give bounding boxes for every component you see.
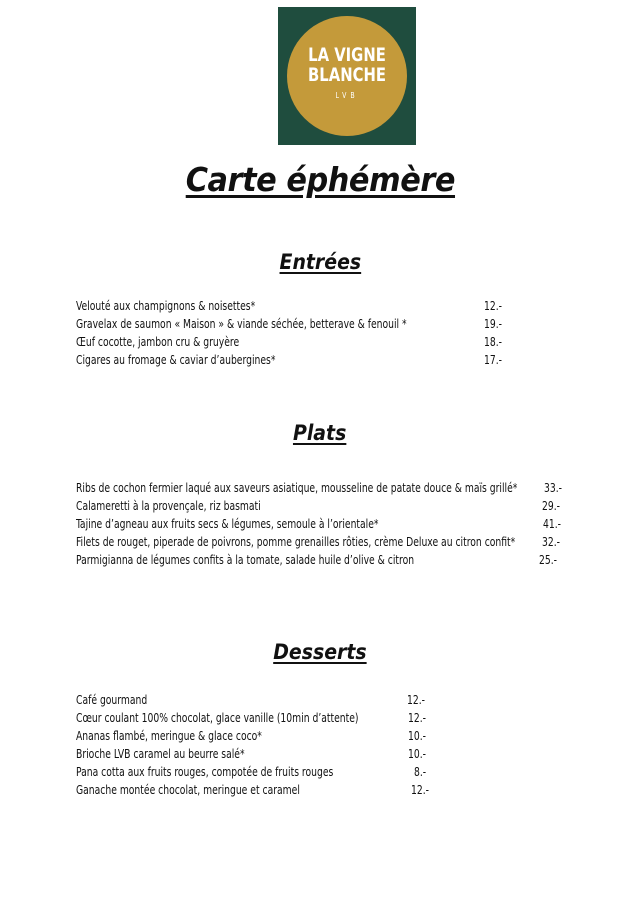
item-name: Pana cotta aux fruits rouges, compotée de fruits rouges — [76, 764, 334, 779]
item-name: Brioche LVB caramel au beurre salé* — [76, 746, 245, 761]
restaurant-logo — [278, 7, 416, 145]
item-price: 33.- — [544, 480, 562, 495]
item-name: Tajine d’agneau aux fruits secs & légumes, semoule à l’orientale* — [76, 516, 379, 531]
item-price: 12.- — [407, 692, 425, 707]
section-title-desserts — [0, 640, 640, 664]
logo-line-3: LVB — [335, 91, 359, 100]
item-name: Cigares au fromage & caviar d’aubergines* — [76, 352, 276, 367]
logo-line-2: BLANCHE — [307, 64, 387, 86]
menu-title: Carte éphémère — [185, 160, 455, 199]
section-title-plats — [0, 421, 640, 445]
section-heading: Desserts — [273, 640, 367, 664]
item-price: 41.- — [543, 516, 561, 531]
item-price: 10.- — [408, 746, 426, 761]
item-name: Calameretti à la provençale, riz basmati — [76, 498, 261, 513]
item-price: 17.- — [484, 352, 502, 367]
item-name: Parmigianna de légumes confits à la tomate, salade huile d’olive & citron — [76, 552, 415, 567]
menu-title-container — [0, 160, 640, 199]
item-name: Gravelax de saumon « Maison » & viande séchée, betterave & fenouil * — [76, 316, 407, 331]
item-name: Filets de rouget, piperade de poivrons, pomme grenailles rôties, crème Deluxe au citron confit* — [76, 534, 516, 549]
item-price: 18.- — [484, 334, 502, 349]
item-name: Ganache montée chocolat, meringue et caramel — [76, 782, 300, 797]
item-price: 10.- — [408, 728, 426, 743]
item-price: 12.- — [411, 782, 429, 797]
section-title-entrees — [0, 250, 640, 274]
item-price: 12.- — [408, 710, 426, 725]
item-price: 25.- — [539, 552, 557, 567]
section-heading: Entrées — [279, 250, 361, 274]
item-name: Ananas flambé, meringue & glace coco* — [76, 728, 262, 743]
logo-line-1: LA VIGNE — [308, 44, 386, 66]
item-name: Café gourmand — [76, 692, 148, 707]
item-price: 32.- — [542, 534, 560, 549]
item-price: 12.- — [484, 298, 502, 313]
item-name: Velouté aux champignons & noisettes* — [76, 298, 256, 313]
section-heading: Plats — [293, 421, 347, 445]
item-price: 8.- — [414, 764, 427, 779]
item-name: Œuf cocotte, jambon cru & gruyère — [76, 334, 240, 349]
item-name: Ribs de cochon fermier laqué aux saveurs asiatique, mousseline de patate douce & maïs grillé* — [76, 480, 518, 495]
item-price: 29.- — [542, 498, 560, 513]
item-name: Cœur coulant 100% chocolat, glace vanille (10min d’attente) — [76, 710, 359, 725]
item-price: 19.- — [484, 316, 502, 331]
